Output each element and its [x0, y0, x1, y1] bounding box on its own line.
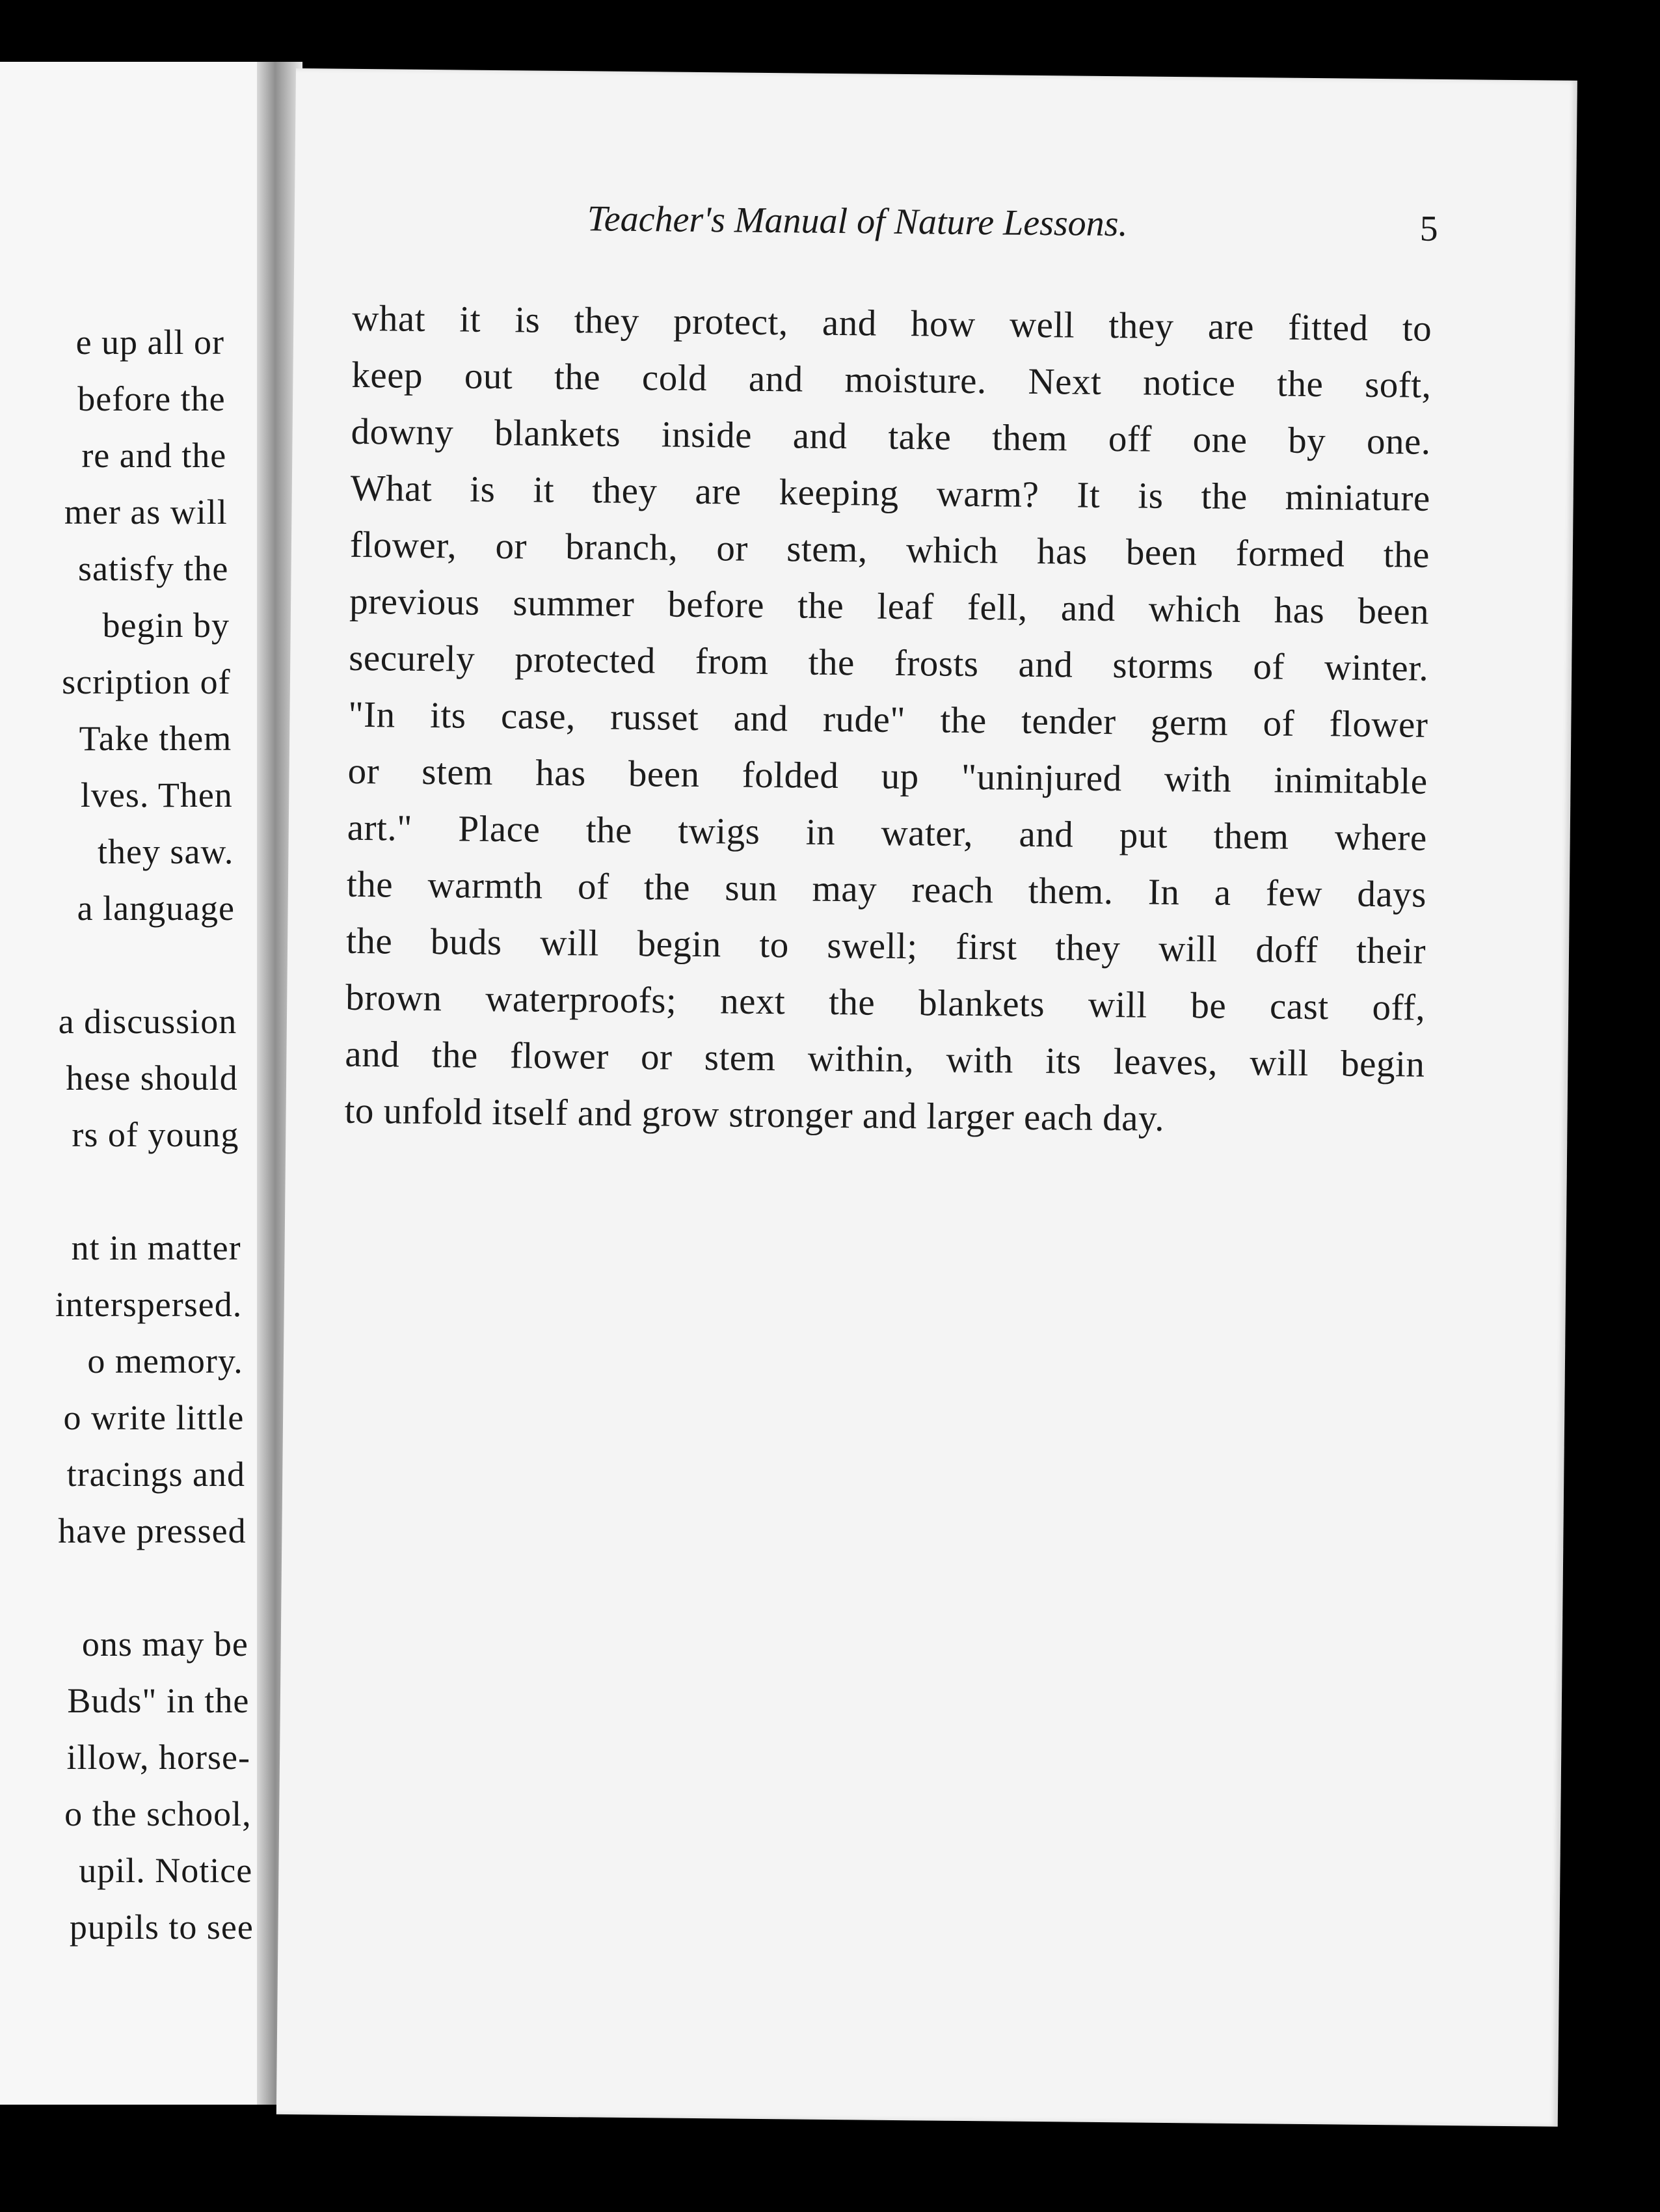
- body-line: to unfold itself and grow stronger and larger each day.: [344, 1090, 1165, 1139]
- left-page-line: a discussion: [58, 1002, 237, 1041]
- right-page: [276, 68, 1577, 2127]
- left-page-line: upil. Notice: [79, 1851, 253, 1890]
- body-line: brown waterproofs; next the blankets will be cast off,: [345, 977, 1426, 1029]
- left-page-line: pupils to see: [69, 1908, 254, 1947]
- left-page-line: lves. Then: [80, 776, 233, 815]
- body-line: securely protected from the frosts and storms of winter.: [349, 637, 1429, 689]
- left-page-line: interspersed.: [55, 1285, 243, 1324]
- body-line: downy blankets inside and take them off one by one.: [351, 411, 1431, 463]
- left-page-line: satisfy the: [77, 549, 229, 588]
- left-page-line: Buds" in the: [67, 1681, 250, 1720]
- left-page-line: tracings and: [66, 1455, 245, 1494]
- left-page-line: illow, horse-: [66, 1738, 250, 1777]
- page-number: 5: [1419, 208, 1439, 249]
- left-page-line: e up all or: [75, 323, 224, 362]
- left-page-line: mer as will: [64, 492, 228, 532]
- left-page-line: begin by: [102, 606, 230, 645]
- left-page-line: hese should: [66, 1059, 238, 1098]
- left-page-line: o write little: [63, 1398, 245, 1437]
- left-page-line: o the school,: [64, 1794, 252, 1833]
- body-line: what it is they protect, and how well they are fitted to: [352, 297, 1432, 349]
- running-head: Teacher's Manual of Nature Lessons.: [587, 198, 1128, 245]
- body-line: What is it they are keeping warm? It is the miniature: [350, 467, 1431, 519]
- left-page-line: rs of young: [72, 1115, 239, 1154]
- left-page-line: have pressed: [58, 1511, 247, 1550]
- body-line: the buds will begin to swell; first they will doff their: [345, 920, 1426, 972]
- body-line: "In its case, russet and rude" the tender germ of flower: [348, 694, 1428, 746]
- body-line: the warmth of the sun may reach them. In a few days: [346, 863, 1427, 915]
- body-line: and the flower or stem within, with its leaves, will begin: [345, 1033, 1425, 1085]
- body-text: [344, 290, 1432, 1150]
- left-page-line: ons may be: [81, 1625, 248, 1664]
- body-line: keep out the cold and moisture. Next notice the soft,: [351, 354, 1432, 406]
- left-page-line: Take them: [79, 719, 232, 758]
- left-page-line: they saw.: [97, 832, 234, 871]
- left-page-line: nt in matter: [71, 1228, 241, 1267]
- left-page-line: re and the: [81, 436, 227, 475]
- body-line: flower, or branch, or stem, which has been formed the: [349, 524, 1430, 576]
- body-line: art." Place the twigs in water, and put them where: [347, 807, 1428, 859]
- body-line: or stem has been folded up "uninjured with inimitable: [347, 750, 1428, 802]
- body-line: previous summer before the leaf fell, and which has been: [349, 580, 1430, 632]
- left-page-line: scription of: [62, 662, 231, 701]
- left-page-line: a language: [77, 889, 235, 928]
- left-page: [0, 62, 286, 2105]
- left-page-line: o memory.: [87, 1342, 243, 1381]
- left-page-line: before the: [77, 379, 226, 418]
